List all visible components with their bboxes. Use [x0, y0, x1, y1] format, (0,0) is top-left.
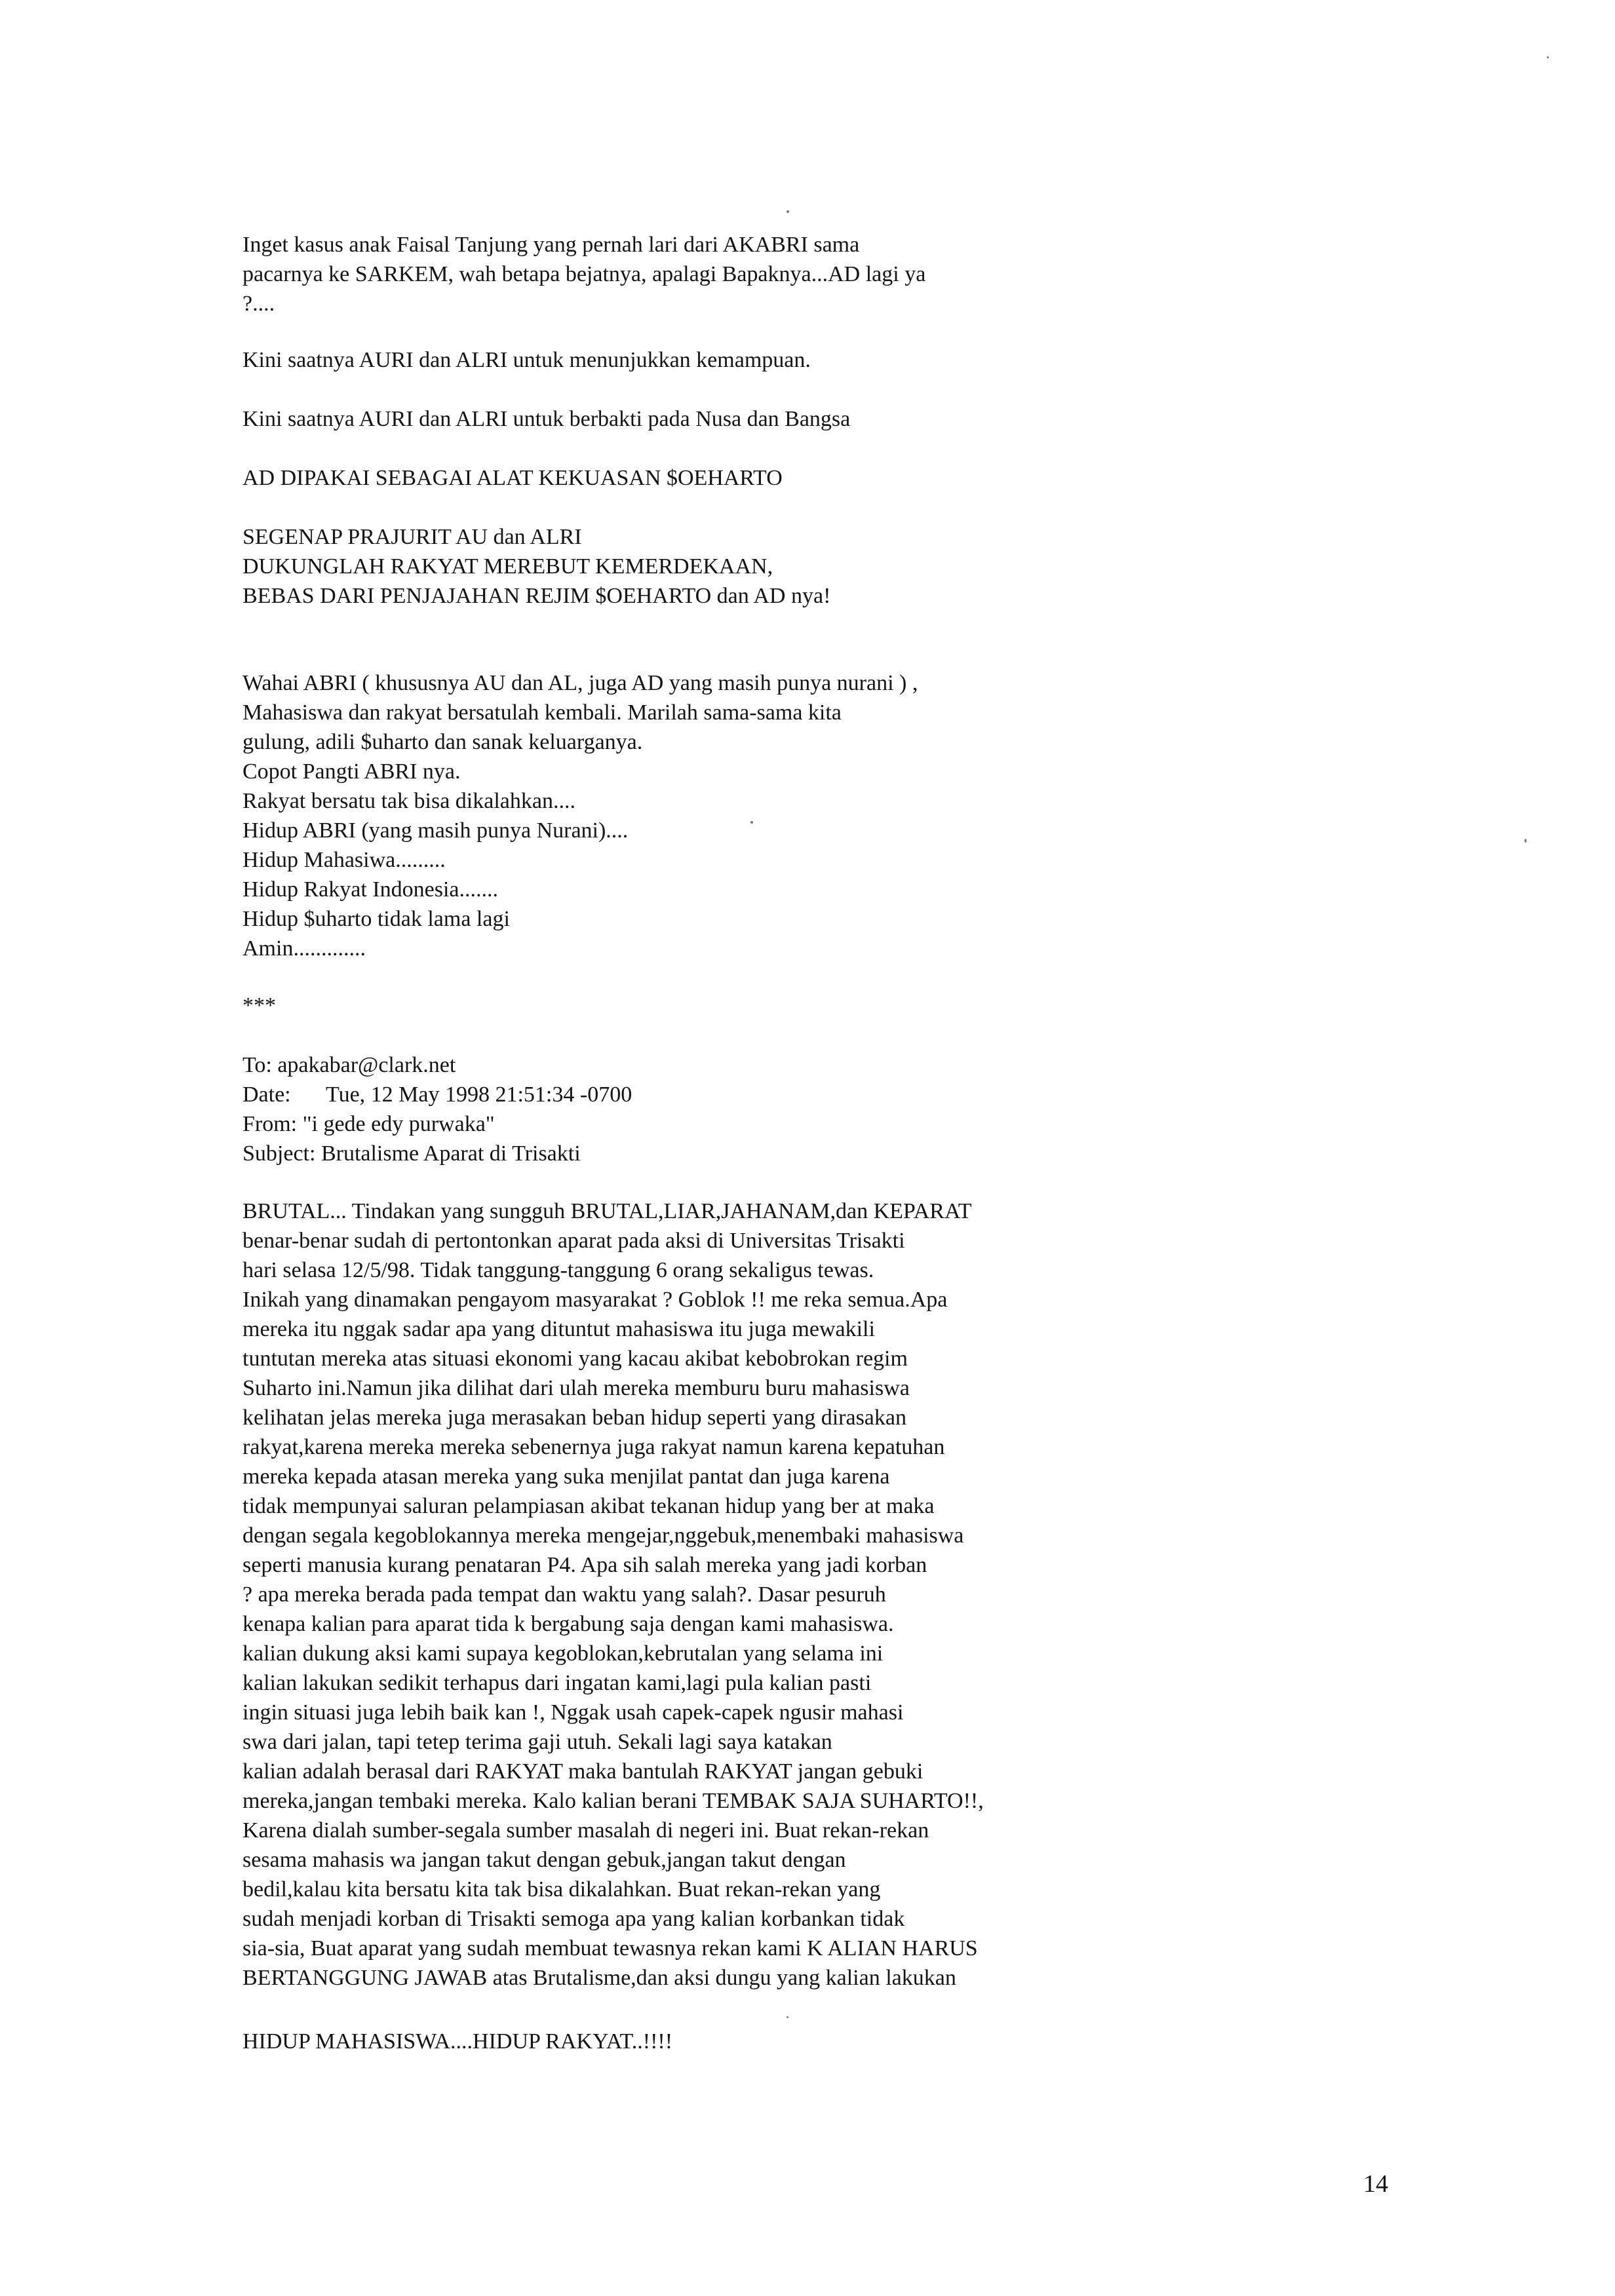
- text-line: sesama mahasis wa jangan takut dengan gebuk,jangan takut dengan: [243, 1848, 846, 1872]
- text-line: dengan segala kegoblokannya mereka mengejar,nggebuk,menembaki mahasiswa: [243, 1523, 964, 1548]
- paragraph-faisal-tanjung: [243, 230, 925, 318]
- text-line: bedil,kalau kita bersatu kita tak bisa dikalahkan. Buat rekan-rekan yang: [243, 1877, 881, 1902]
- text-line: tuntutan mereka atas situasi ekonomi yang kacau akibat kebobrokan regim: [243, 1347, 908, 1371]
- text-line: Kini saatnya AURI dan ALRI untuk berbakti pada Nusa dan Bangsa: [243, 407, 851, 431]
- text-line: kalian adalah berasal dari RAKYAT maka bantulah RAKYAT jangan gebuki: [243, 1759, 924, 1784]
- paragraph-kini-kemampuan: [243, 345, 811, 375]
- scan-speck: [787, 2016, 788, 2018]
- text-line: rakyat,karena mereka mereka sebenernya juga rakyat namun karena kepatuhan: [243, 1435, 945, 1459]
- scan-speck: [750, 821, 753, 824]
- text-line: kalian dukung aksi kami supaya kegoblokan,kebrutalan yang selama ini: [243, 1641, 884, 1666]
- text-line: AD DIPAKAI SEBAGAI ALAT KEKUASAN $OEHARTO: [243, 466, 783, 490]
- text-line: kenapa kalian para aparat tida k bergabung saja dengan kami mahasiswa.: [243, 1612, 894, 1636]
- text-line: Karena dialah sumber-segala sumber masalah di negeri ini. Buat rekan-rekan: [243, 1818, 929, 1843]
- text-line: BEBAS DARI PENJAJAHAN REJIM $OEHARTO dan AD nya!: [243, 584, 831, 608]
- text-line: kalian lakukan sedikit terhapus dari ingatan kami,lagi pula kalian pasti: [243, 1671, 872, 1695]
- scan-speck: [1547, 56, 1549, 58]
- text-line: Wahai ABRI ( khususnya AU dan AL, juga AD yang masih punya nurani ) ,: [243, 671, 918, 695]
- text-line: Hidup $uharto tidak lama lagi: [243, 907, 510, 931]
- text-line: Mahasiswa dan rakyat bersatulah kembali. Marilah sama-sama kita: [243, 700, 842, 725]
- scan-speck: [1525, 839, 1527, 843]
- text-line: ? apa mereka berada pada tempat dan waktu yang salah?. Dasar pesuruh: [243, 1582, 886, 1607]
- page-number: 14: [1363, 2170, 1388, 2198]
- email-subject-row: [243, 1139, 632, 1168]
- text-line: Inget kasus anak Faisal Tanjung yang pernah lari dari AKABRI sama: [243, 233, 860, 257]
- email-from-row: [243, 1109, 632, 1139]
- text-line: seperti manusia kurang penataran P4. Apa sih salah mereka yang jadi korban: [243, 1553, 927, 1577]
- text-line: kelihatan jelas mereka juga merasakan beban hidup seperti yang dirasakan: [243, 1406, 906, 1430]
- separator-asterisks: [243, 991, 276, 1020]
- email-subject-label: Subject:: [243, 1141, 316, 1166]
- email-subject-value: Brutalisme Aparat di Trisakti: [321, 1141, 581, 1166]
- text-line: DUKUNGLAH RAKYAT MEREBUT KEMERDEKAAN,: [243, 554, 773, 579]
- text-line: Suharto ini.Namun jika dilihat dari ulah mereka memburu buru mahasiswa: [243, 1376, 910, 1400]
- text-line: sudah menjadi korban di Trisakti semoga apa yang kalian korbankan tidak: [243, 1907, 905, 1931]
- text-line: Rakyat bersatu tak bisa dikalahkan....: [243, 789, 575, 813]
- paragraph-ad-dipakai: [243, 463, 783, 493]
- text-line: SEGENAP PRAJURIT AU dan ALRI: [243, 525, 582, 549]
- text-line: ingin situasi juga lebih baik kan !, Nggak usah capek-capek ngusir mahasi: [243, 1700, 904, 1725]
- text-line: sia-sia, Buat aparat yang sudah membuat tewasnya rekan kami K ALIAN HARUS: [243, 1936, 978, 1961]
- text-line: Amin.............: [243, 936, 366, 961]
- text-line: benar-benar sudah di pertontonkan aparat pada aksi di Universitas Trisakti: [243, 1229, 905, 1253]
- closing-line: [243, 2027, 672, 2056]
- email-body: [243, 1196, 984, 1993]
- text-line: swa dari jalan, tapi tetep terima gaji utuh. Sekali lagi saya katakan: [243, 1730, 832, 1754]
- email-date-value: Tue, 12 May 1998 21:51:34 -0700: [326, 1082, 632, 1107]
- text-line: Hidup ABRI (yang masih punya Nurani)....: [243, 818, 629, 843]
- email-date-label: Date:: [243, 1082, 291, 1107]
- text-line: gulung, adili $uharto dan sanak keluarganya.: [243, 730, 643, 754]
- scan-speck: [787, 210, 789, 213]
- text-line: pacarnya ke SARKEM, wah betapa bejatnya, apalagi Bapaknya...AD lagi ya: [243, 262, 926, 286]
- closing-text: HIDUP MAHASISWA....HIDUP RAKYAT..!!!!: [243, 2029, 673, 2054]
- separator-text: ***: [243, 993, 276, 1018]
- text-line: ?....: [243, 292, 275, 316]
- email-date-row: [243, 1080, 632, 1109]
- email-to-row: [243, 1050, 632, 1080]
- text-line: mereka kepada atasan mereka yang suka menjilat pantat dan juga karena: [243, 1464, 890, 1489]
- email-header: [243, 1050, 632, 1168]
- email-from-label: From:: [243, 1112, 298, 1136]
- text-line: Copot Pangti ABRI nya.: [243, 759, 461, 784]
- text-line: tidak mempunyai saluran pelampiasan akibat tekanan hidup yang ber at maka: [243, 1494, 935, 1518]
- email-to-address: apakabar@clark.net: [277, 1053, 456, 1077]
- paragraph-kini-berbakti: [243, 404, 850, 434]
- email-from-value: "i gede edy purwaka": [302, 1112, 495, 1136]
- text-line: hari selasa 12/5/98. Tidak tanggung-tanggung 6 orang sekaligus tewas.: [243, 1258, 874, 1282]
- paragraph-segenap-prajurit: [243, 522, 830, 611]
- text-line: BERTANGGUNG JAWAB atas Brutalisme,dan aksi dungu yang kalian lakukan: [243, 1966, 956, 1990]
- paragraph-wahai-abri: [243, 668, 918, 963]
- text-line: Hidup Mahasiwa.........: [243, 848, 446, 872]
- text-line: Inikah yang dinamakan pengayom masyarakat ? Goblok !! me reka semua.Apa: [243, 1288, 948, 1312]
- text-line: BRUTAL... Tindakan yang sungguh BRUTAL,LIAR,JAHANAM,dan KEPARAT: [243, 1199, 972, 1223]
- email-to-label: To:: [243, 1053, 272, 1077]
- text-line: Hidup Rakyat Indonesia.......: [243, 877, 498, 902]
- text-line: Kini saatnya AURI dan ALRI untuk menunjukkan kemampuan.: [243, 348, 811, 372]
- text-line: mereka itu nggak sadar apa yang dituntut mahasiswa itu juga mewakili: [243, 1317, 875, 1341]
- text-line: mereka,jangan tembaki mereka. Kalo kalian berani TEMBAK SAJA SUHARTO!!,: [243, 1789, 984, 1813]
